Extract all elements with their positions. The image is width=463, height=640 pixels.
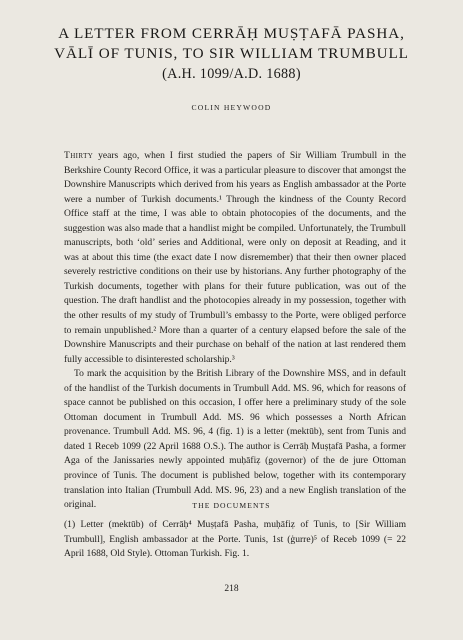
article-title bbox=[0, 24, 463, 84]
article-author: COLIN HEYWOOD bbox=[191, 103, 272, 112]
paragraph-1-lead: Thirty bbox=[64, 150, 94, 161]
paragraph-1-text: years ago, when I first studied the papers of Sir William Trumbull in the Berkshire County Record Office, it was a particular pleasure to discover that amongst the Downshire Manuscripts which derived from his years as English ambassador at the Porte were a number of Turkish documents.¹ Through the kindness of the County Record Office staff at the time, I was able to obtain photocopies of the documents, and the suggestion was also made that a handlist might be compiled. Unfortunately, the Trumbull manuscripts, both ‘old’ series and Additional, were only on deposit at Reading, and it was at about this time (the exact date I now disremember) that their then owner placed severely restrictive conditions on their use by historians. Any further photography of the Turkish documents, together with plans for their future publication, was out of the question. The draft handlist and the photocopies already in my possession, together with the other results of my study of Trumbull’s embassy to the Porte, were obliged perforce to remain unpublished.² More than a quarter of a century elapsed before the sale of the Downshire Manuscripts and their purchase on behalf of the nation at last rendered them fully accessible to disinterested scholarship.³ bbox=[64, 150, 406, 365]
paragraph-2: To mark the acquisition by the British Library of the Downshire MSS, and in default of the handlist of the Turkish documents in Trumbull Add. MS. 96, which for reasons of space cannot be published on this occasion, I offer here a preliminary study of the sole Ottoman document in Trumbull Add. MS. 96 which possesses a North African provenance. Trumbull Add. MS. 96, 4 (fig. 1) is a letter (mektūb), sent from Tunis and dated 1 Receb 1099 (22 April 1688 O.S.). The author is Cerrāḥ Muṣṭafā Pasha, a former Aga of the Janissaries newly appointed muḥāfiẓ (governor) of the de jure Ottoman province of Tunis. The document is published below, together with its contemporary translation into Italian (Trumbull Add. MS. 96, 23) and a new English translation of the original. bbox=[64, 368, 406, 511]
page-number: 218 bbox=[224, 584, 239, 594]
title-line-1: A LETTER FROM CERRĀḤ MUṢṬAFĀ PASHA, bbox=[58, 25, 405, 42]
paragraph-1 bbox=[64, 149, 406, 367]
document-1: (1) Letter (mektūb) of Cerrāḥ⁴ Muṣṭafā Pasha, muḥāfiẓ of Tunis, to [Sir William Trumbull], English ambassador at the Porte. Tunis, 1st (ġurre)⁵ of Receb 1099 (= 22 April 1688, Old Style). Ottoman Turkish. Fig. 1. bbox=[64, 519, 406, 560]
title-line-2: VĀLĪ OF TUNIS, TO SIR WILLIAM TRUMBULL bbox=[54, 45, 409, 62]
document-entry bbox=[64, 518, 406, 562]
section-heading: THE DOCUMENTS bbox=[192, 501, 271, 510]
article-body bbox=[64, 149, 406, 513]
title-line-3: (A.H. 1099/A.D. 1688) bbox=[162, 66, 301, 82]
